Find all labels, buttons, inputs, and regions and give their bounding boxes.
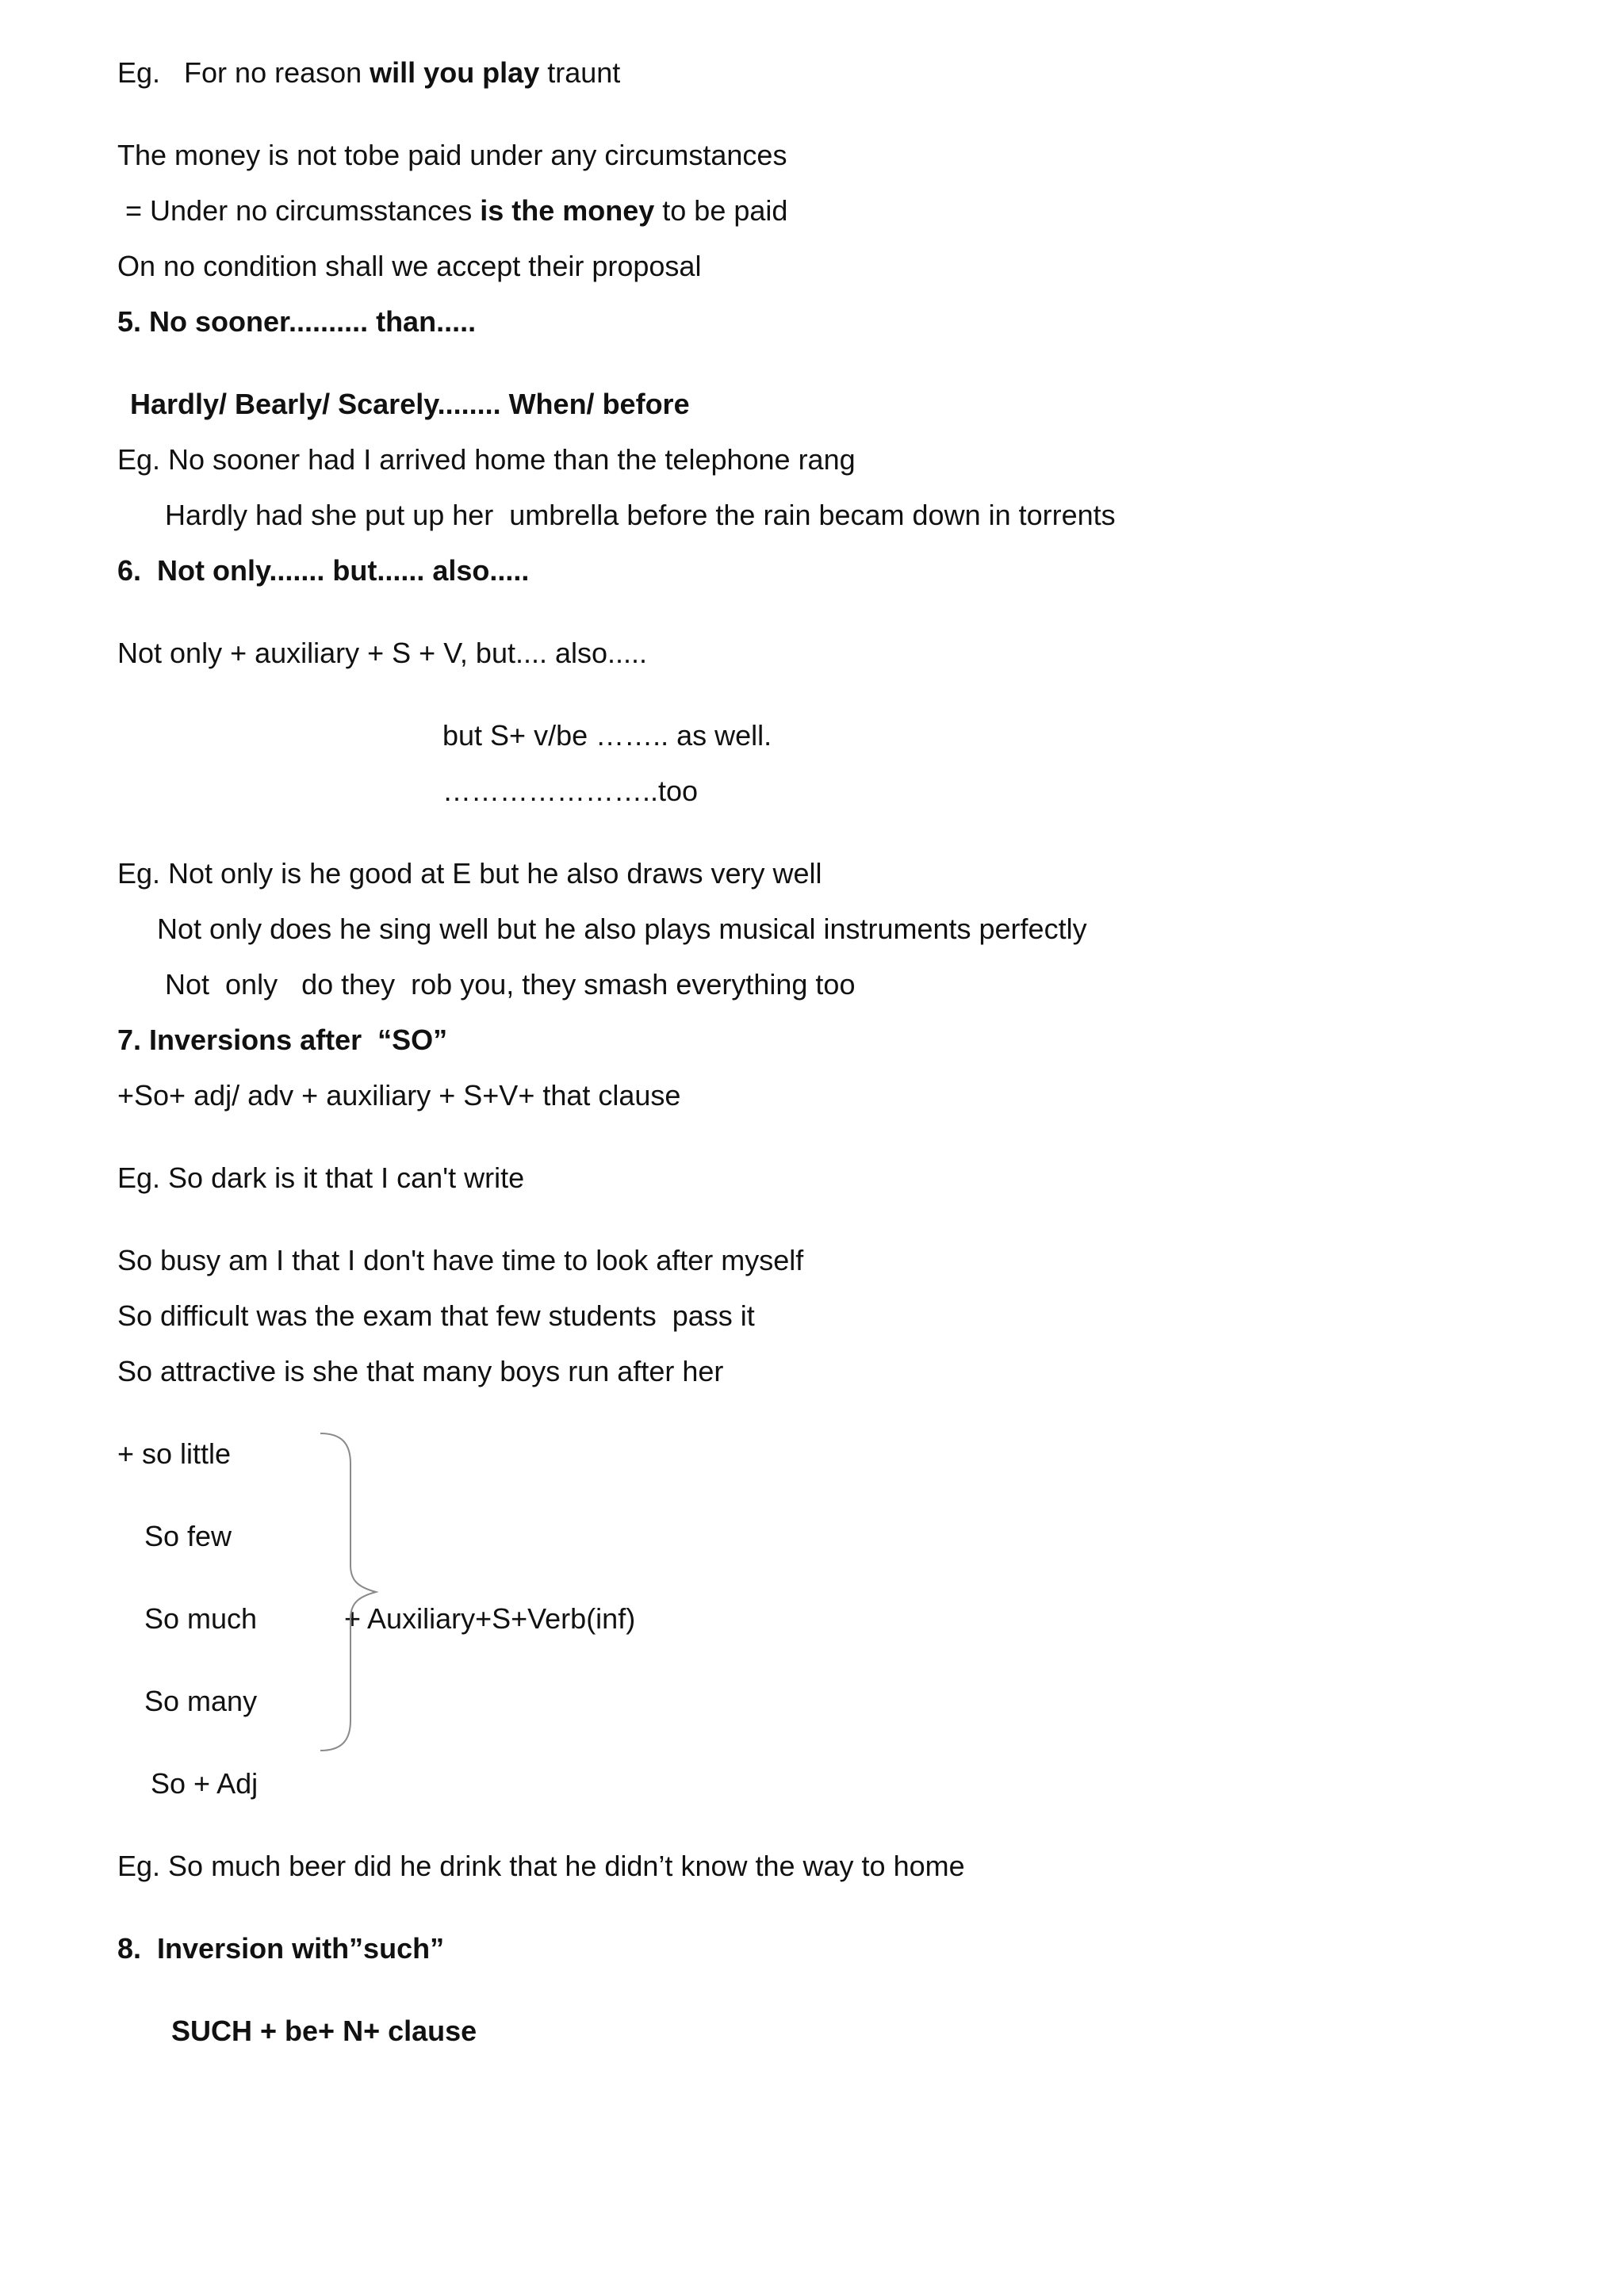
text-run: to be paid [654, 194, 788, 227]
example-line [117, 1299, 755, 1334]
formula-line [117, 1078, 680, 1113]
text-run: Eg. For no reason [117, 56, 370, 89]
bold-text: 6. Not only....... but...... also..... [117, 554, 530, 587]
section-heading [117, 304, 476, 339]
bold-text: 5. No sooner.......... than..... [117, 305, 477, 338]
formula-line [442, 718, 772, 753]
formula-line [117, 636, 647, 671]
text-run: The money is not tobe paid under any circumstances [117, 139, 787, 171]
example-line [117, 856, 822, 891]
bold-text: SUCH + be+ N+ clause [171, 2015, 477, 2047]
text-run: Eg. So dark is it that I can't write [117, 1161, 525, 1194]
example-line [157, 912, 1087, 947]
list-item [151, 1766, 258, 1801]
text-line [117, 193, 787, 228]
bold-text: will you play [370, 56, 540, 89]
text-run: So busy am I that I don't have time to look after myself [117, 1244, 804, 1276]
text-run: So few [144, 1520, 232, 1552]
text-run: So much [144, 1602, 258, 1635]
example-line [165, 498, 1116, 533]
text-run: …………………..too [442, 775, 699, 807]
right-curly-brace [317, 1432, 389, 1752]
list-item [117, 1437, 231, 1471]
bold-text: 8. Inversion with”such” [117, 1932, 445, 1965]
text-run: + Auxiliary+S+Verb(inf) [344, 1602, 636, 1635]
section-subheading [130, 387, 690, 422]
example-line [117, 1243, 803, 1278]
text-run: but S+ v/be …….. as well. [442, 719, 772, 752]
text-run: So + Adj [151, 1767, 259, 1800]
text-run: Eg. So much beer did he drink that he didn’t know the way to home [117, 1850, 965, 1882]
bold-text: is the money [480, 194, 655, 227]
list-item [144, 1519, 232, 1554]
example-line [117, 1849, 965, 1884]
text-run: Hardly had she put up her umbrella before the rain becam down in torrents [165, 499, 1116, 531]
bold-text: 7. Inversions after “SO” [117, 1024, 448, 1056]
text-run: = Under no circumsstances [117, 194, 481, 227]
bold-text: Hardly/ Bearly/ Scarely........ When/ before [130, 388, 690, 420]
section-heading [117, 553, 529, 588]
example-line [117, 442, 856, 477]
text-run: + so little [117, 1437, 232, 1470]
section-heading [117, 1023, 447, 1058]
text-run: Eg. Not only is he good at E but he also draws very well [117, 857, 822, 890]
example-line [117, 1354, 723, 1389]
text-run: +So+ adj/ adv + auxiliary + S+V+ that clause [117, 1079, 681, 1112]
text-run: Not only does he sing well but he also plays musical instruments perfectly [157, 913, 1087, 945]
example-line [117, 55, 620, 90]
formula-line [171, 2014, 477, 2049]
list-item [144, 1684, 257, 1719]
example-line [117, 1161, 524, 1196]
formula-line [442, 774, 698, 809]
text-run: So many [144, 1685, 258, 1717]
text-run: Eg. No sooner had I arrived home than the telephone rang [117, 443, 856, 476]
text-line [117, 138, 787, 173]
example-line [165, 967, 855, 1002]
text-run: traunt [539, 56, 621, 89]
list-item [144, 1601, 257, 1636]
text-run: On no condition shall we accept their proposal [117, 250, 702, 282]
text-run: Not only do they rob you, they smash everything too [165, 968, 856, 1001]
section-heading [117, 1931, 444, 1966]
text-run: So attractive is she that many boys run after her [117, 1355, 724, 1387]
text-line [117, 249, 701, 284]
text-run: So difficult was the exam that few students pass it [117, 1299, 755, 1332]
text-run: Not only + auxiliary + S + V, but.... also..... [117, 637, 648, 669]
